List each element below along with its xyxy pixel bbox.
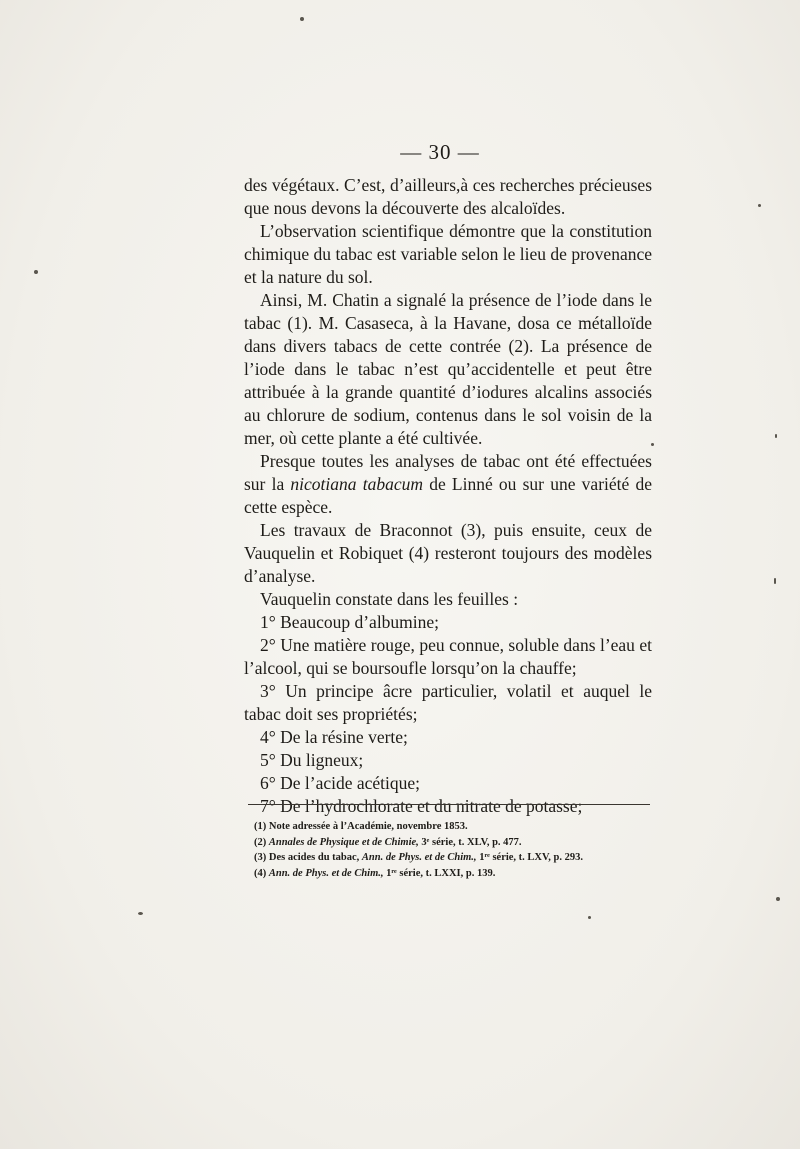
footnote-2 — [254, 835, 654, 851]
footnote-2-journal: Annales de Physique et de Chimie, — [268, 836, 419, 848]
footnote-2-number: (2) — [254, 836, 269, 848]
list-item: 7° De l’hydrochlorate et du nitrate de potasse; — [260, 796, 583, 816]
footnotes — [254, 819, 654, 881]
scan-speck — [588, 916, 591, 919]
paragraph-2: L’observation scientifique démontre que la constitution chimique du tabac est variable selon le lieu de provenance et la nature du sol. — [244, 221, 652, 287]
footnote-4-journal: Ann. de Phys. et de Chim., — [268, 867, 384, 879]
list-item: 5° Du ligneux; — [260, 750, 364, 770]
body-text — [244, 174, 652, 818]
scan-speck — [775, 434, 777, 438]
scan-speck — [776, 897, 780, 901]
scan-speck — [774, 578, 776, 584]
list-item: 6° De l’acide acétique; — [260, 773, 421, 793]
list-item: 4° De la résine verte; — [260, 727, 408, 747]
paragraph-1: des végétaux. C’est, d’ailleurs,à ces recherches précieuses que nous devons la découverte des alcaloïdes. — [244, 175, 652, 218]
footnote-3-title: (3) Des acides du tabac, — [254, 852, 362, 863]
list-item: 2° Une matière rouge, peu connue, soluble dans l’eau et l’alcool, qui se boursoufle lorsqu’on la chauffe; — [244, 635, 652, 678]
page-number: — 30 — — [400, 140, 480, 164]
paragraph-4 — [244, 450, 652, 519]
paragraph-4-start: Presque toutes les analyses de tabac ont été effectuées sur la — [244, 451, 652, 494]
footnote-3-journal: Ann. de Phys. et de Chim., — [361, 852, 477, 863]
footnote-1: (1) Note adressée à l’Académie, novembre 1853. — [254, 821, 468, 832]
footnote-3-ref: 1ʳᵉ série, t. LXV, p. 293. — [476, 852, 583, 863]
scan-speck — [651, 443, 654, 446]
paragraph-4-end: de Linné ou sur une variété de cette espèce. — [244, 474, 652, 517]
footnote-3 — [254, 850, 654, 866]
list-item: 3° Un principe âcre particulier, volatil et auquel le tabac doit ses propriétés; — [244, 681, 652, 724]
footnote-4-ref: 1ʳᵉ série, t. LXXI, p. 139. — [383, 867, 496, 879]
footnote-divider — [248, 804, 650, 805]
footnote-2-ref: 3ᵉ série, t. XLV, p. 477. — [418, 836, 522, 848]
list-item: 1° Beaucoup d’albumine; — [260, 612, 440, 632]
scan-speck — [138, 912, 143, 915]
species-name: nicotiana tabacum — [290, 474, 423, 494]
scan-speck — [758, 204, 761, 207]
scan-speck — [300, 17, 304, 21]
paragraph-3: Ainsi, M. Chatin a signalé la présence de l’iode dans le tabac (1). M. Casaseca, à la Havane, dosa ce métalloïde dans divers tabacs de cette contrée (2). La présence de l’iode dans le tabac n’est qu’accidentelle et peut être attribuée à la grande quantité d’iodures alcalins associés au chlorure de sodium, contenus dans le sol voisin de la mer, où cette plante a été cultivée. — [244, 290, 652, 448]
paragraph-6: Vauquelin constate dans les feuilles : — [260, 589, 519, 609]
paragraph-5: Les travaux de Braconnot (3), puis ensuite, ceux de Vauquelin et Robiquet (4) resteront toujours des modèles d’analyse. — [244, 520, 652, 586]
footnote-4 — [254, 866, 654, 882]
scan-speck — [34, 270, 38, 274]
footnote-4-number: (4) — [254, 867, 269, 879]
